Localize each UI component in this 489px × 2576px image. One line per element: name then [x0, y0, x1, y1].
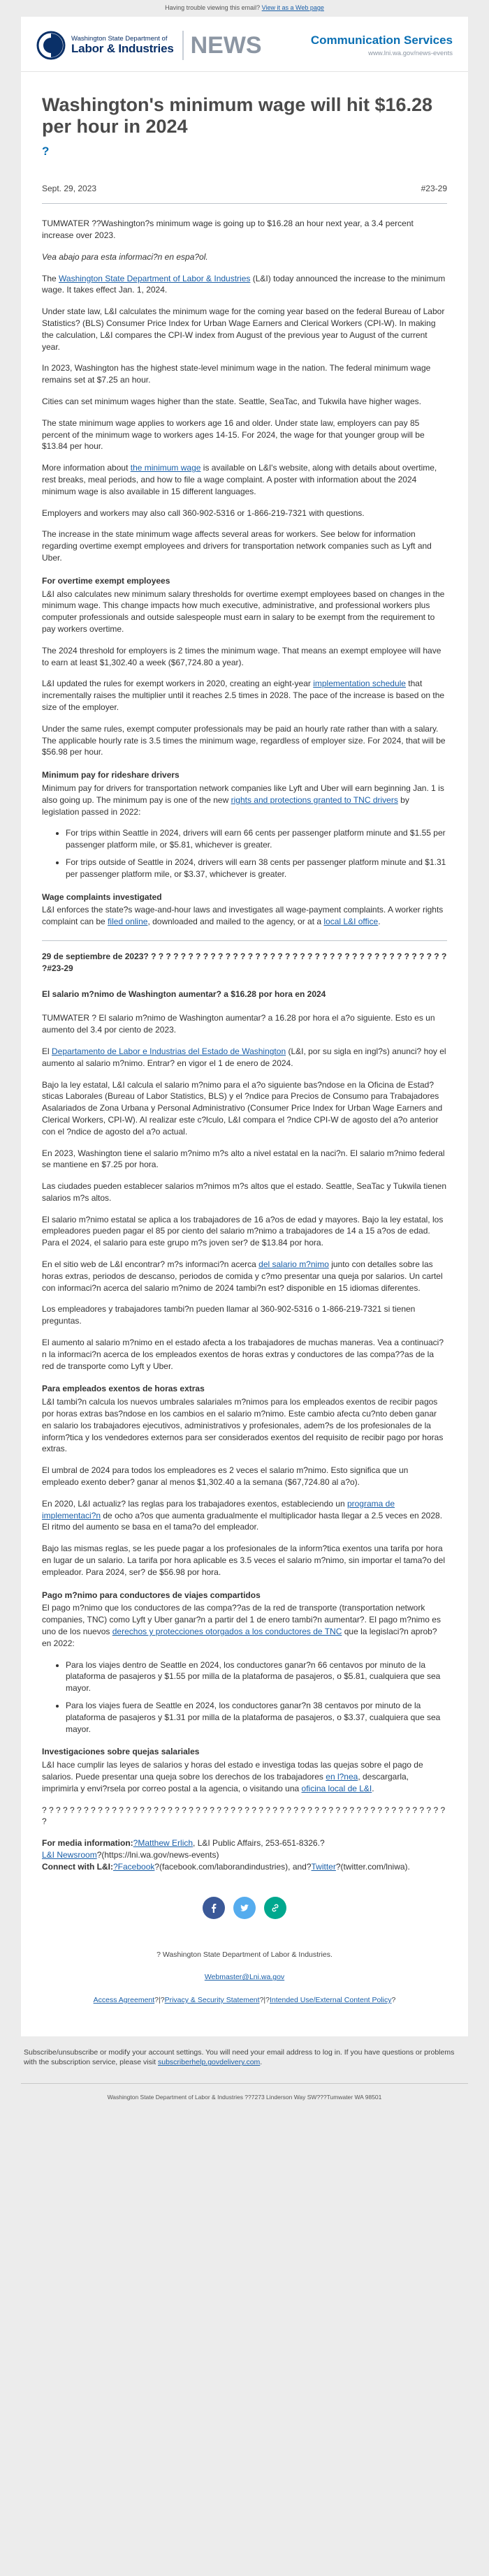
filed-online-link[interactable]: filed online: [108, 917, 148, 927]
es-rideshare-list: [42, 1659, 447, 1735]
list-item: • Para los viajes dentro de Seattle en 2024, los conductores ganar?n 66 centavos por minuto de la plataforma de pasajeros y $1.55 por milla de la plataforma de pasajeros, o $5.81, cualquiera que sea mayor.: [66, 1659, 447, 1694]
social-icons: [42, 1897, 447, 1919]
webmaster-link[interactable]: Webmaster@Lni.wa.gov: [204, 1973, 285, 1982]
es-paragraph: Los empleadores y trabajadores tambi?n pueden llamar al 360-902-5316 o 1-866-219-7321 si tienen preguntas.: [42, 1304, 416, 1326]
es-paragraph: En el sitio web de L&I encontrar? m?s informaci?n acerca del salario m?nimo junto con detalles sobre las horas extras, periodos de descanso, periodos de comida y c?mo presentar una queja por salarios. Un cartel con informaci?n acerca del salario m?nimo de 2024 tambi?n est? disponible en 15 idiomas diferentes.: [42, 1259, 443, 1293]
en-paragraph: L&I enforces the state?s wage-and-hour laws and investigates all wage-payment complaints. A worker rights complaint can be filed online, downloaded and mailed to the agency, or at a local L&I office.: [42, 905, 444, 927]
twitter-glyph-icon: [240, 1903, 249, 1913]
lni-link[interactable]: Washington State Department of Labor & Industries: [59, 273, 251, 283]
spanish-notice: Vea abajo para esta informaci?n en espa?ol.: [42, 251, 208, 262]
communication-services-url: www.lni.wa.gov/news-events: [368, 49, 453, 57]
en-paragraph: More information about the minimum wage is available on L&I's website, along with details about overtime, rest breaks, meal periods, and how to file a wage complaint. A poster with information about the 2024 minimum wage is also available in 15 different languages.: [42, 463, 437, 496]
es-paragraph: Bajo la ley estatal, L&I calcula el salario m?nimo para el a?o siguiente bas?ndose en la Oficina de Estad?sticas Laborales (Bureau of Labor Statistics, BLS) y el ?ndice para Precios de Consumo para Trabajadores Asalariados de Zona Urbana y Personal Administrativo (Consumer Price Index for Urban Wage Earners and Clerical Workers, CPI-W). Al realizar este c?lculo, L&I compara el ?ndice CPI-W de agosto del a?o anterior con el ?ndice de agosto del a?o actual.: [42, 1079, 443, 1137]
es-paragraph: El aumento al salario m?nimo en el estado afecta a los trabajadores de muchas maneras. Vea a continuaci?n la informaci?n acerca de los empleados exentos de horas extras y conductores de las compa??as de la red de transporte como Lyft y Uber.: [42, 1338, 444, 1371]
es-paragraph: L&I hace cumplir las leyes de salarios y horas del estado e investiga todas las quejas sobre el pago de salarios. Puede presentar una queja sobre los derechos de los trabajadores en l?nea, descargarla, imprimirla y envi?rsela por correo postal a la agencia, o visitando una oficina local de L&I.: [42, 1760, 423, 1793]
es-heading-overtime: Para empleados exentos de horas extras: [42, 1384, 205, 1394]
list-item: • For trips within Seattle in 2024, drivers will earn 66 cents per passenger platform minute and $1.55 per passenger platform mile, or $5.81, whichever is greater.: [66, 827, 447, 851]
masthead: [21, 17, 468, 72]
article-headline: Washington's minimum wage will hit $16.28 per hour in 2024: [42, 94, 433, 137]
media-contact: [42, 1837, 447, 1872]
preheader-text: Having trouble viewing this email?: [165, 4, 262, 11]
es-online-link[interactable]: en l?nea: [326, 1771, 358, 1782]
list-item: • For trips outside of Seattle in 2024, drivers will earn 38 cents per passenger platform minute and $1.31 per passenger platform mile, or $3.37, whichever is greater.: [66, 857, 447, 880]
placeholder-glyph-row: ? ? ? ? ? ? ? ? ? ? ? ? ? ? ? ? ? ? ? ? ? ? ? ? ? ? ? ? ? ? ? ? ? ? ? ? ? ? ? ? ? ? ? ? ? ? ? ? ? ? ? ? ? ? ? ? ? ? ?: [42, 1805, 446, 1827]
headline-placeholder-glyph: ?: [42, 144, 50, 158]
en-heading-complaints: Wage complaints investigated: [42, 891, 162, 902]
en-paragraph: The increase in the state minimum wage affects several areas for workers. See below for information regarding overtime exempt employees and drivers for transportation network companies such as Lyft and Uber.: [42, 529, 432, 563]
news-wordmark: NEWS: [190, 31, 262, 59]
en-paragraph: Under the same rules, exempt computer professionals may be paid an hourly rate rather than with a salary. The applicable hourly rate is 3.5 times the minimum wage, regardless of employer size. For 2024, that will be $56.98 per hour.: [42, 723, 446, 757]
en-paragraph: Under state law, L&I calculates the minimum wage for the coming year based on the federal Bureau of Labor Statistics? (BLS) Consumer Price Index for Urban Wage Earners and Clerical Workers (CPI-W). In making the calculation, L&I compares the CPI-W index from August of the previous year to August of the current year.: [42, 306, 445, 352]
en-heading-overtime: For overtime exempt employees: [42, 575, 170, 586]
newsroom-link[interactable]: L&I Newsroom: [42, 1849, 97, 1860]
external-content-link[interactable]: Intended Use/External Content Policy: [269, 1995, 392, 2004]
en-paragraph: The 2024 threshold for employers is 2 times the minimum wage. That means an exempt employee will have to earn at least $1,302.40 a week ($67,724.80 a year).: [42, 645, 441, 667]
es-paragraph: L&I tambi?n calcula los nuevos umbrales salariales m?nimos para los empleados exentos de recibir pagos por horas extras bas?ndose en los cambios en el salario m?nimo. Este cambio afecta cu?nto deben ganar en salario los trabajadores ejecutivos, administrativos y profesionales, adem?s de los profesionales de la inform?tica y los vendedores externos para ser considerados exentos del requisito de recibir pago por horas extras.: [42, 1397, 444, 1454]
twitter-icon[interactable]: [233, 1897, 256, 1919]
es-minimum-wage-link[interactable]: del salario m?nimo: [258, 1259, 329, 1270]
card-footer: [21, 1950, 468, 2036]
subscriber-help-link[interactable]: subscriberhelp.govdelivery.com: [158, 2058, 261, 2067]
view-as-webpage-link[interactable]: View it as a Web page: [261, 4, 324, 11]
en-paragraph: Minimum pay for drivers for transportation network companies like Lyft and Uber will earn beginning Jan. 1 is also going up. The minimum pay is one of the new rights and protections granted to TNC drivers by legislation passed in 2022:: [42, 783, 444, 817]
facebook-link[interactable]: ?Facebook: [113, 1861, 155, 1872]
spanish-section: [42, 940, 447, 1828]
release-number: #23-29: [421, 184, 447, 194]
twitter-link[interactable]: Twitter: [311, 1861, 336, 1872]
chain-link-glyph-icon: [270, 1903, 280, 1913]
en-paragraph: The state minimum wage applies to workers age 16 and older. Under state law, employers can pay 85 percent of the minimum wage to workers ages 14-15. For 2024, the wage for that younger group will be $13.84 per hour.: [42, 417, 425, 452]
communication-services: [311, 32, 453, 58]
tnc-rights-link[interactable]: rights and protections granted to TNC drivers: [231, 794, 398, 805]
es-paragraph: En 2020, L&I actualiz? las reglas para los trabajadores exentos, estableciendo un programa de implementaci?n de ocho a?os que aumenta gradualmente el multiplicador hasta llegar a 2.5 veces en 2028. El ritmo del aumento se basa en el tama?o del empleador.: [42, 1498, 443, 1532]
en-paragraph: L&I updated the rules for exempt workers in 2020, creating an eight-year implementation schedule that incrementally raises the multiplier until it reaches 2.5 times in 2028. The pace of the increase is based on the size of the employer.: [42, 679, 445, 712]
release-date: Sept. 29, 2023: [42, 184, 97, 194]
policy-links: Access Agreement?|?Privacy & Security Statement?|?Intended Use/External Content Policy?: [93, 1995, 396, 2004]
es-local-office-link[interactable]: oficina local de L&I: [301, 1783, 372, 1793]
share-link-icon[interactable]: [264, 1897, 286, 1919]
facebook-icon[interactable]: [203, 1897, 225, 1919]
media-line: L&I Newsroom?(https://lni.wa.gov/news-events): [42, 1849, 219, 1860]
access-agreement-link[interactable]: Access Agreement: [93, 1995, 155, 2004]
agency-main-line: Labor & Industries: [71, 41, 174, 55]
es-heading-rideshare: Pago m?nimo para conductores de viajes compartidos: [42, 1590, 261, 1600]
es-paragraph: El umbral de 2024 para todos los empleadores es 2 veces el salario m?nimo. Esto significa que un empleado exento deber? ganar al menos $1,302.40 a la semana ($67,724.80 al a?o).: [42, 1465, 409, 1488]
lni-logo-icon: [36, 31, 66, 60]
dateline: [42, 183, 447, 204]
media-line: Connect with L&I:?Facebook?(facebook.com/laborandindustries), and?Twitter?(twitter.com/lniwa).: [42, 1861, 410, 1872]
masthead-divider: [182, 31, 184, 60]
media-contact-link[interactable]: ?Matthew Erlich: [133, 1838, 194, 1849]
es-paragraph: El salario m?nimo estatal se aplica a los trabajadores de 16 a?os de edad y mayores. Bajo la ley estatal, los empleadores pueden pagar el 85 por ciento del salario m?nimo a trabajadores de 14 a 15 a?os de edad. Para el 2024, el salario para este grupo m?s joven ser? de $13.84 por hora.: [42, 1214, 444, 1248]
facebook-glyph-icon: [209, 1903, 219, 1913]
local-office-link[interactable]: local L&I office: [323, 917, 379, 927]
es-paragraph: En 2023, Washington tiene el salario m?nimo m?s alto a nivel estatal en la naci?n. El salario m?nimo federal se mantiene en $7.25 por hora.: [42, 1148, 445, 1170]
es-paragraph: Bajo las mismas reglas, se les puede pagar a los profesionales de la inform?tica exentos una tarifa por hora en lugar de un salario. La tarifa por hora aplicable es 3.5 veces el salario m?nimo, sin importar el tama?o del empleador. Para 2024, ser? de $56.98 por hora.: [42, 1544, 445, 1577]
es-paragraph: TUMWATER ? El salario m?nimo de Washington aumentar? a 16.28 por hora el a?o siguiente. Esto es un aumento del 3.4 por ciento de 2023.: [42, 1013, 435, 1035]
es-dateline: 29 de septiembre de 2023? ? ? ? ? ? ? ? ? ? ? ? ? ? ? ? ? ? ? ? ? ? ? ? ? ? ? ? ? ? ? ? ? ? ? ? ? ? ? ? ? ?#23-29: [42, 951, 447, 973]
list-item: • Para los viajes fuera de Seattle en 2024, los conductores ganar?n 38 centavos por minuto de la plataforma de pasajeros y $1.31 por milla de la plataforma de pasajeros, o $3.37, cualquiera que sea mayor.: [66, 1700, 447, 1735]
es-paragraph: El pago m?nimo que los conductores de las compa??as de la red de transporte (transportation network companies, TNC) como Lyft y Uber ganar?n a partir del 1 de enero tambi?n aumentar?. El pago m?nimo es uno de los nuevos derechos y protecciones otorgados a los conductores de TNC que la legislaci?n aprob? en 2022:: [42, 1603, 441, 1648]
en-paragraph: TUMWATER ??Washington?s minimum wage is going up to $16.28 an hour next year, a 3.4 percent increase over 2023.: [42, 219, 414, 241]
en-paragraph: Cities can set minimum wages higher than the state. Seattle, SeaTac, and Tukwila have higher wages.: [42, 397, 421, 407]
en-paragraph: In 2023, Washington has the highest state-level minimum wage in the nation. The federal minimum wage remains set at $7.25 an hour.: [42, 363, 431, 385]
es-title: El salario m?nimo de Washington aumentar? a $16.28 por hora en 2024: [42, 989, 326, 999]
subscription-notice: Subscribe/unsubscribe or modify your account settings. You will need your email address to log in. If you have questions or problems with the subscription service, please visit subscriberhelp.govdelivery.com.: [21, 2048, 468, 2084]
es-implementation-link[interactable]: programa de implementaci?n: [42, 1498, 395, 1520]
copyright: ? Washington State Department of Labor & Industries.: [156, 1950, 333, 1959]
en-paragraph: L&I also calculates new minimum salary thresholds for overtime exempt employees based on changes in the minimum wage. This change impacts how much executive, administrative, and professional workers plus computer professionals and outside salespeople must earn in salary to be exempt from the requirement to pay workers overtime.: [42, 589, 445, 634]
en-paragraph: The Washington State Department of Labor & Industries (L&I) today announced the increase to the minimum wage. It takes effect Jan. 1, 2024.: [42, 273, 446, 295]
minimum-wage-link[interactable]: the minimum wage: [130, 463, 201, 473]
es-heading-complaints: Investigaciones sobre quejas salariales: [42, 1747, 200, 1757]
es-lni-link[interactable]: Departamento de Labor e Industrias del Estado de Washington: [52, 1046, 286, 1056]
en-paragraph: Employers and workers may also call 360-902-5316 or 1-866-219-7321 with questions.: [42, 508, 365, 518]
en-heading-rideshare: Minimum pay for rideshare drivers: [42, 770, 180, 780]
implementation-schedule-link[interactable]: implementation schedule: [313, 679, 406, 689]
preheader: [0, 0, 489, 17]
email-card: [21, 17, 468, 2036]
postal-address: Washington State Department of Labor & Industries ??7273 Linderson Way SW???Tumwater WA 98501: [107, 2093, 382, 2101]
article-content: [21, 94, 468, 1950]
es-tnc-rights-link[interactable]: derechos y protecciones otorgados a los conductores de TNC: [112, 1627, 342, 1636]
es-paragraph: El Departamento de Labor e Industrias del Estado de Washington (L&I, por su sigla en ingl?s) anunci? hoy el aumento al salario m?nimo. Entrar? en vigor el 1 de enero de 2024.: [42, 1046, 446, 1068]
en-rideshare-list: [42, 827, 447, 880]
privacy-link[interactable]: Privacy & Security Statement: [164, 1995, 260, 2004]
agency-top-line: Washington State Department of: [71, 34, 168, 43]
media-line: For media information:?Matthew Erlich, L&I Public Affairs, 253-651-8326.?: [42, 1838, 325, 1849]
communication-services-title: Communication Services: [310, 34, 453, 47]
agency-name: [71, 36, 174, 55]
es-paragraph: Las ciudades pueden establecer salarios m?nimos m?s altos que el estado. Seattle, SeaTac y Tukwila tienen salarios m?s altos.: [42, 1181, 446, 1203]
